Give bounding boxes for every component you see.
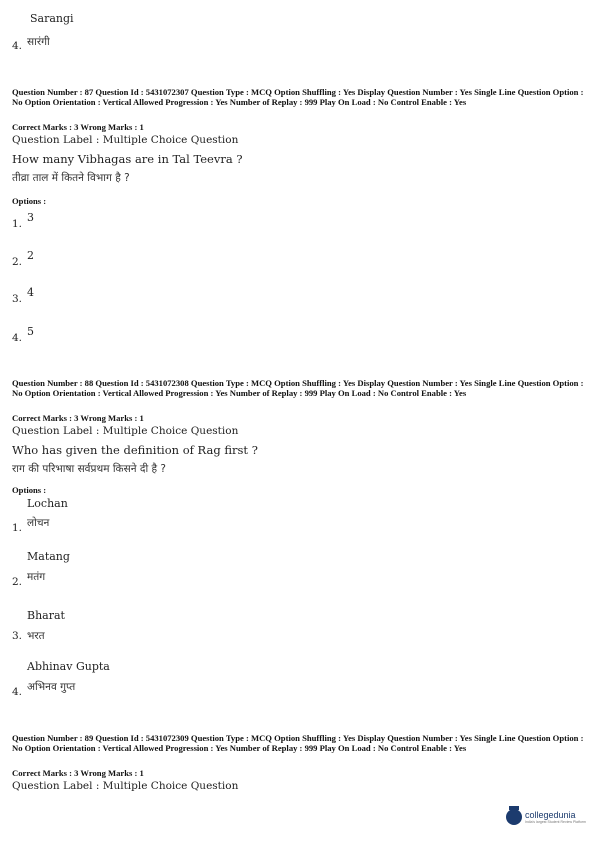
q88-option-2-hindi: मतंग xyxy=(27,571,46,583)
q88-option-1-number: 1. xyxy=(12,522,23,534)
q89-marks: Correct Marks : 3 Wrong Marks : 1 xyxy=(12,768,144,778)
q88-option-4-english: Abhinav Gupta xyxy=(27,660,110,673)
q88-option-3-english: Bharat xyxy=(27,609,65,622)
q88-text-hindi: राग की परिभाषा सर्वप्रथम किसने दी है ? xyxy=(12,463,166,475)
q87-options-heading: Options : xyxy=(12,196,47,206)
prev-option-4-hindi: सारंगी xyxy=(27,36,50,48)
logo-tagline: India's largest Student Review Platform xyxy=(525,819,586,824)
prev-option-4-english: Sarangi xyxy=(30,12,74,25)
q87-label: Question Label : Multiple Choice Question xyxy=(12,134,239,146)
q89-meta: Question Number : 89 Question Id : 5431072309 Question Type : MCQ Option Shuffling : Yes Display Question Number : Yes Single Line Question Option : No Option Orientation : Vertical Allowed Progression : Yes Number of Replay : 999 Play On Load : No Control Enable : Yes xyxy=(12,733,584,753)
logo-name: collegedunia xyxy=(525,809,576,820)
graduate-cap-icon xyxy=(506,809,522,825)
collegedunia-logo xyxy=(506,809,586,825)
q88-option-4-hindi: अभिनव गुप्त xyxy=(27,681,76,693)
q87-option-2-value: 2 xyxy=(27,249,34,262)
q88-option-3-hindi: भरत xyxy=(27,630,45,642)
q88-option-4-number: 4. xyxy=(12,686,23,698)
q87-text-hindi: तीव्रा ताल में कितने विभाग है ? xyxy=(12,172,130,184)
q88-meta: Question Number : 88 Question Id : 5431072308 Question Type : MCQ Option Shuffling : Yes Display Question Number : Yes Single Line Question Option : No Option Orientation : Vertical Allowed Progression : Yes Number of Replay : 999 Play On Load : No Control Enable : Yes xyxy=(12,378,584,398)
prev-option-4-number: 4. xyxy=(12,40,23,52)
q87-option-1-number: 1. xyxy=(12,218,23,230)
q87-marks: Correct Marks : 3 Wrong Marks : 1 xyxy=(12,122,144,132)
q88-text-english: Who has given the definition of Rag first ? xyxy=(12,443,258,457)
q87-option-1-value: 3 xyxy=(27,211,34,224)
q88-option-3-number: 3. xyxy=(12,630,23,642)
q87-text-english: How many Vibhagas are in Tal Teevra ? xyxy=(12,152,243,166)
q87-option-4-value: 5 xyxy=(27,325,34,338)
q88-label: Question Label : Multiple Choice Question xyxy=(12,425,239,437)
q87-option-2-number: 2. xyxy=(12,256,23,268)
q89-label: Question Label : Multiple Choice Question xyxy=(12,780,239,792)
q88-option-1-english: Lochan xyxy=(27,497,68,510)
q88-options-heading: Options : xyxy=(12,485,47,495)
q87-option-4-number: 4. xyxy=(12,332,23,344)
q87-meta: Question Number : 87 Question Id : 5431072307 Question Type : MCQ Option Shuffling : Yes Display Question Number : Yes Single Line Question Option : No Option Orientation : Vertical Allowed Progression : Yes Number of Replay : 999 Play On Load : No Control Enable : Yes xyxy=(12,87,584,107)
q87-option-3-number: 3. xyxy=(12,293,23,305)
q88-option-2-english: Matang xyxy=(27,550,70,563)
q88-option-2-number: 2. xyxy=(12,576,23,588)
q88-marks: Correct Marks : 3 Wrong Marks : 1 xyxy=(12,413,144,423)
q87-option-3-value: 4 xyxy=(27,286,34,299)
q88-option-1-hindi: लोचन xyxy=(27,517,50,529)
